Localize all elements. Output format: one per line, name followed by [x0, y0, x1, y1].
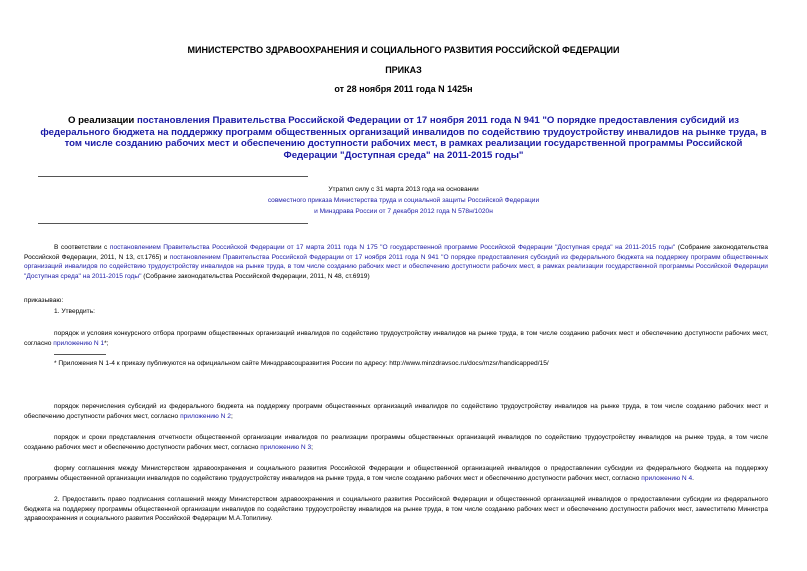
- doc-type-heading: ПРИКАЗ: [385, 65, 422, 75]
- title-link-decree-941[interactable]: постановления Правительства Российской Федерации от 17 ноября 2011 года N 941 "О порядке предоставления субсидий из федерального бюджета на поддержку программ общественных организаций инвалидов по содействию трудоустройству инвалидов на рынке труда, в том числе созданию рабочих мест и обеспечению доступности рабочих мест, в рамках реализации государственной программы Российской Федерации "Доступная среда" на 2011-2015 годы": [40, 115, 767, 161]
- appendix-3-link[interactable]: приложению N 3: [260, 443, 312, 451]
- appendix-4-link[interactable]: приложению N 4: [641, 474, 693, 482]
- ministry-heading: МИНИСТЕРСТВО ЗДРАВООХРАНЕНИЯ И СОЦИАЛЬНОГО РАЗВИТИЯ РОССИЙСКОЙ ФЕДЕРАЦИИ: [187, 45, 620, 55]
- sub-item-3-suffix: ;: [311, 443, 313, 451]
- status-top-rule: [38, 176, 308, 177]
- sub-item-1: [24, 329, 768, 348]
- preamble-text-2: (Собрание законодательства Российской Федерации, 2011, N 13, ст.1765) и: [24, 244, 768, 261]
- sub-item-3-text: порядок и сроки представления отчетности общественной организации инвалидов по реализации программы общественных организаций инвалидов по содействию трудоустройству инвалидов на рынке труда, в том числе созданию рабочих мест и обеспечению доступности рабочих мест, согласно: [24, 434, 768, 451]
- footnote-text: * Приложения N 1-4 к приказу публикуются на официальном сайте Минздравсоцразвития России по адресу: http://www.minzdravsoc.ru/docs/mzsr/handicapped/15/: [54, 360, 549, 367]
- document-title: [40, 115, 767, 161]
- sub-item-3: [24, 433, 768, 452]
- footnote-rule: [54, 354, 106, 355]
- order-word: приказываю:: [24, 297, 64, 304]
- sub-item-2: [24, 402, 768, 421]
- preamble-link-decree-175[interactable]: постановлением Правительства Российской Федерации от 17 марта 2011 года N 175 "О государственной программе Российской Федерации "Доступная среда" на 2011-2015 годы": [109, 244, 676, 251]
- status-bottom-rule: [38, 223, 308, 224]
- title-prefix: О реализации: [67, 115, 137, 126]
- doc-date-number: от 28 ноября 2011 года N 1425н: [334, 84, 473, 94]
- preamble-text-1: В соответствии с: [54, 244, 110, 251]
- item-2: 2. Предоставить право подписания соглашений между Министерством здравоохранения и социального развития Российской Федерации и общественной организацией инвалидов о предоставлении субсидии из федерального бюджета на поддержку программы общественной организации инвалидов по содействию трудоустройству инвалидов на рынке труда, в том числе созданию рабочих мест и обеспечению доступности рабочих мест, заместителю Министра здравоохранения и социального развития Российской Федерации М.А.Топилину.: [24, 496, 768, 523]
- preamble-text-3: (Собрание законодательства Российской Федерации, 2011, N 48, ст.6919): [141, 272, 370, 280]
- item-1: 1. Утвердить:: [54, 308, 95, 315]
- status-link-joint-order[interactable]: совместного приказа Министерства труда и социальной защиты Российской Федерации: [267, 197, 540, 204]
- sub-item-4-text: форму соглашения между Министерством здравоохранения и социального развития Российской Федерации и общественной организацией инвалидов о предоставлении субсидии из федерального бюджета на поддержку программы общественной организации инвалидов по содействию трудоустройству инвалидов на рынке труда, в том числе созданию рабочих мест и обеспечению доступности рабочих мест, согласно: [24, 465, 768, 482]
- preamble-paragraph: [24, 243, 768, 281]
- status-line-1: Утратил силу с 31 марта 2013 года на основании: [328, 186, 479, 193]
- sub-item-4-suffix: .: [692, 474, 694, 482]
- preamble-link-decree-941[interactable]: постановлением Правительства Российской Федерации от 17 ноября 2011 года N 941 "О порядке предоставления субсидий из федерального бюджета на поддержку программ общественных организаций инвалидов по содействию трудоустройству инвалидов на рынке труда, в том числе созданию рабочих мест и обеспечению доступности рабочих мест, в рамках реализации государственной программы Российской Федерации "Доступная среда" на 2011-2015 годы": [24, 253, 768, 280]
- sub-item-2-text: порядок перечисления субсидий из федерального бюджета на поддержку программ общественных организаций инвалидов по содействию трудоустройству инвалидов на рынке труда, в том числе созданию рабочих мест и обеспечению доступности рабочих мест, согласно: [24, 403, 768, 420]
- sub-item-1-text: порядок и условия конкурсного отбора программ общественных организаций инвалидов по содействию трудоустройству инвалидов на рынке труда, в том числе созданию рабочих мест и обеспечению доступности рабочих мест, согласно: [24, 330, 768, 347]
- appendix-1-link[interactable]: приложению N 1: [53, 339, 105, 347]
- sub-item-1-suffix: *;: [104, 339, 109, 347]
- status-link-minzdrav[interactable]: и Минздрава России от 7 декабря 2012 года N 578н/1020н: [314, 208, 493, 215]
- sub-item-2-suffix: ;: [230, 412, 233, 420]
- appendix-2-link[interactable]: приложению N 2: [180, 412, 231, 420]
- sub-item-4: [24, 464, 768, 483]
